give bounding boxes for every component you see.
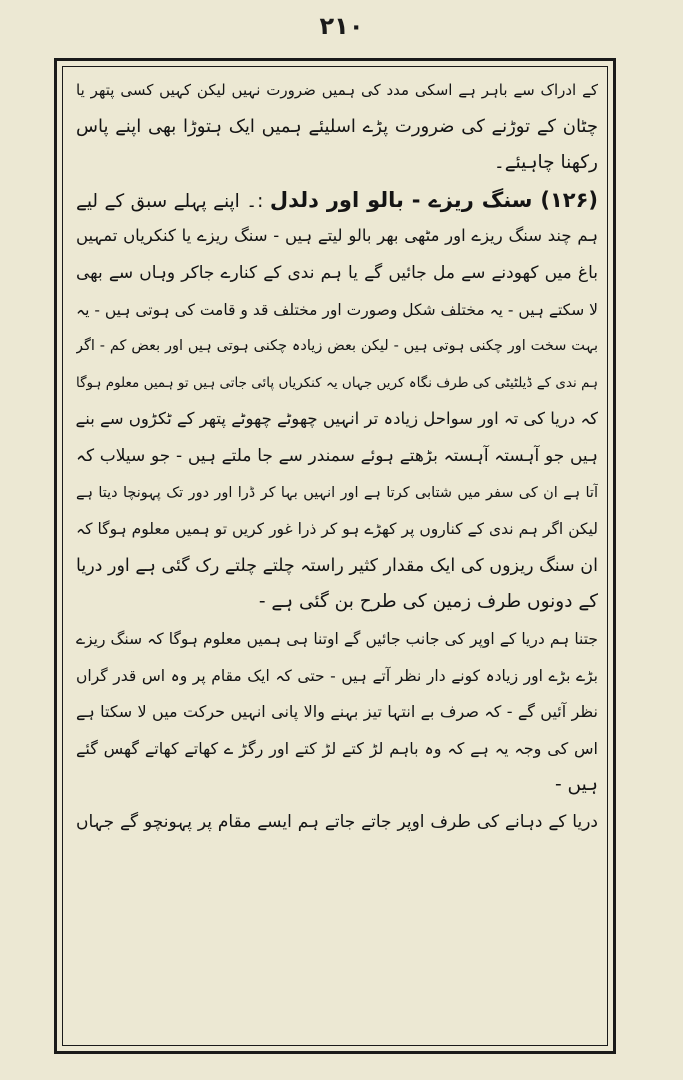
text-line: لا سکتے ہیں - یہ مختلف شکل وصورت اور مختلف قد و قامت کی ہوتی ہیں - یہ	[76, 300, 598, 319]
text-line: کے ادراک سے باہر ہے اسکی مدد کی ہمیں ضرورت نہیں لیکن کہیں کسی پتھر یا	[76, 81, 598, 99]
text-line: ہم ندی کے ڈیلٹیٹی کی طرف نگاہ کریں جہاں یہ کنکریاں پائی جاتی ہیں تو ہمیں معلوم ہوگا	[76, 374, 598, 391]
text-line: بہت سخت اور چکنی ہوتی ہیں - لیکن بعض زیادہ چکنی ہوتی ہیں اور بعض کم - اگر	[76, 338, 598, 355]
text-line: رکھنا چاہیئے۔	[493, 152, 598, 174]
text-line: ہیں جو آہستہ آہستہ بڑھتے ہوئے سمندر سے جا ملتے ہیں - جو سیلاب کہ	[76, 445, 598, 466]
line-text: :۔ اپنے پہلے سبق کے لیے	[76, 190, 264, 212]
section-heading: (۱۲۶) سنگ ریزے - بالو اور دلدل	[269, 187, 598, 212]
text-line: کے دونوں طرف زمین کی طرح بن گئی ہے -	[258, 591, 598, 613]
text-line: ان سنگ ریزوں کی ایک مقدار کثیر راستہ چلتے چلتے رک گئی ہے اور دریا	[76, 555, 598, 576]
text-line: اس کی وجہ یہ ہے کہ وہ باہم لڑ کتے لڑ کتے اور رگڑ ے کھاتے کھاتے گھس گئے	[76, 738, 598, 758]
body-text	[76, 72, 598, 1034]
text-line: لیکن اگر ہم ندی کے کناروں پر کھڑے ہو کر ذرا غور کریں تو ہمیں معلوم ہوگا کہ	[76, 520, 598, 539]
text-line	[76, 182, 598, 219]
text-line: ہیں -	[554, 774, 598, 796]
page-number: ۲۱۰	[319, 12, 364, 40]
text-line: بڑے بڑے اور زیادہ کونے دار نظر آتے ہیں - حتی کہ ایک مقام پر وہ اس قدر گراں	[76, 666, 598, 685]
text-line: جتنا ہم دریا کے اوپر کی جانب جائیں گے اوتنا ہی ہمیں معلوم ہوگا کہ سنگ ریزے	[76, 629, 598, 648]
text-line: نظر آئیں گے - کہ صرف بے انتہا تیز بہنے والا پانی انہیں حرکت میں لا سکتا ہے	[76, 702, 598, 722]
text-line: ہم چند سنگ ریزے اور مٹھی بھر بالو لیتے ہیں - سنگ ریزے یا کنکریاں تمہیں	[76, 226, 598, 246]
text-line: دریا کے دہانے کی طرف اوپر جاتے جاتے ہم ایسے مقام پر پہونچو گے جہاں	[76, 811, 598, 832]
text-line: چٹان کے توڑنے کی ضرورت پڑے اسلیئے ہمیں ایک ہتوڑا بھی اپنے پاس	[76, 115, 598, 137]
text-line: باغ میں کھودنے سے مل جائیں گے یا ہم ندی کے کنارے جاکر وہاں سے بھی	[76, 262, 598, 283]
text-line: کہ دریا کی تہ اور سواحل زیادہ تر انہیں چھوٹے چھوٹے پتھر کے ٹکڑوں سے بنے	[76, 409, 598, 429]
text-line: آتا ہے ان کی سفر میں شتابی کرتا ہے اور انہیں بہا کر ڈرا اور دور تک پہونچا دیتا ہے	[76, 484, 598, 501]
